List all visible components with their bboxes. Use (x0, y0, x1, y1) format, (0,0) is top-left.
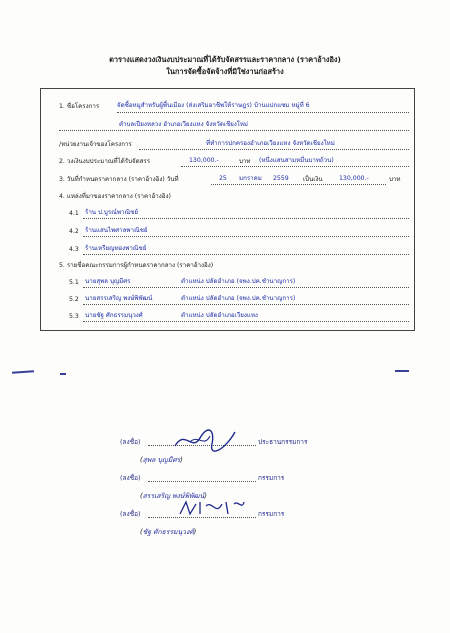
reference-date-label: 3. วันที่กำหนดราคากลาง (ราคาอ้างอิง) วันที่ (59, 176, 179, 183)
scan-mark (395, 370, 409, 372)
source-4-1-value: ร้าน ป.บูรณ์พาณิชย์ (85, 209, 138, 216)
price-source-label: 4. แหล่งที่มาของราคากลาง (ราคาอ้างอิง) (59, 193, 171, 200)
reference-month: มกราคม (239, 175, 262, 182)
budget-label: 2. วงเงินงบประมาณที่ได้รับจัดสรร (59, 158, 151, 165)
committee-5-1-number: 5.1 (69, 279, 79, 286)
signature-1-scribble (170, 424, 240, 454)
committee-5-3-line (83, 321, 409, 322)
project-location-line (59, 130, 409, 131)
project-location-value: ตำบลเปียงหลวง อำเภอเวียงแหง จังหวัดเชียงใหม่ (119, 121, 248, 128)
source-4-2-number: 4.2 (69, 228, 79, 235)
source-4-3-value: ร้านเหรียญทองพาณิชย์ (85, 245, 147, 252)
reference-day: 25 (219, 175, 227, 182)
reference-amount: 130,000.- (339, 175, 369, 182)
agency-value: ที่ทำการปกครองอำเภอเวียงแหง จังหวัดเชียงใหม่ (206, 140, 335, 147)
project-name-label: 1. ชื่อโครงการ (59, 103, 100, 110)
reference-date-line (211, 184, 386, 185)
source-4-1-line (83, 218, 409, 219)
signature-3-scribble (176, 498, 248, 520)
committee-5-2-number: 5.2 (69, 296, 79, 303)
source-4-3-line (83, 254, 409, 255)
signature-2-name: (สรรเสริญ พงษ์พิพัฒน์) (140, 492, 207, 500)
committee-5-3-name: นายชัฐ ศักธรรมนุวงศ์ (85, 312, 143, 319)
agency-label: /หน่วยงานเจ้าของโครงการ (59, 141, 132, 148)
details-box (40, 88, 415, 331)
scan-mark (12, 370, 34, 374)
source-4-2-line (83, 236, 409, 237)
reference-year: 2559 (273, 175, 289, 182)
budget-unit: บาท (239, 158, 251, 165)
signature-1-name: (สุพล บุญมีศร) (140, 456, 183, 464)
chairman-role: ประธานกรรมการ (258, 438, 308, 446)
member-1-role: กรรมการ (258, 474, 285, 482)
signature-3-label: (ลงชื่อ) (120, 510, 141, 518)
document-title: ตารางแสดงวงเงินงบประมาณที่ได้รับจัดสรรและราคากลาง (ราคาอ้างอิง) (109, 55, 341, 64)
committee-5-1-position: ตำแหน่ง ปลัดอำเภอ (จพง.ปค.ชำนาญการ) (181, 278, 296, 285)
budget-line (181, 166, 409, 167)
committee-5-2-position: ตำแหน่ง ปลัดอำเภอ (จพง.ปค.ชำนาญการ) (181, 295, 296, 302)
committee-label: 5. รายชื่อคณะกรรมการผู้กำหนดราคากลาง (ราคาอ้างอิง) (59, 262, 214, 269)
signature-2-label: (ลงชื่อ) (120, 474, 141, 482)
committee-5-2-line (83, 304, 409, 305)
signature-3-name: (ชัฐ ศักธรรมนุวงศ์) (140, 528, 197, 536)
scan-mark (60, 373, 66, 375)
document-subtitle: ในการจัดซื้อจัดจ้างที่มิใช่งานก่อสร้าง (166, 67, 284, 76)
committee-5-3-position: ตำแหน่ง ปลัดอำเภอเวียงแหง (181, 312, 258, 319)
source-4-1-number: 4.1 (69, 210, 79, 217)
signature-2-line (148, 481, 256, 482)
budget-value: 130,000.- (189, 157, 219, 164)
committee-5-2-name: นายสรรเสริญ พงษ์พิพัฒน์ (85, 295, 153, 302)
signature-1-label: (ลงชื่อ) (120, 438, 141, 446)
member-2-role: กรรมการ (258, 510, 285, 518)
source-4-3-number: 4.3 (69, 246, 79, 253)
project-name-value: จัดซื้อหมูสำหรับผู้พื้นเมือง (ส่งเสริมอาชีพให้ราษฎร) บ้านแปกแซม หมู่ที่ 6 (117, 102, 310, 109)
committee-5-1-name: นายสุพล บุญมีศร (85, 278, 131, 285)
committee-5-1-line (83, 287, 409, 288)
reference-amount-unit: บาท (389, 176, 401, 183)
committee-5-3-number: 5.3 (69, 313, 79, 320)
agency-line (139, 149, 409, 150)
project-name-line (117, 112, 409, 113)
reference-amount-label: เป็นเงิน (303, 176, 323, 183)
budget-words: (หนึ่งแสนสามหมื่นบาทถ้วน) (259, 157, 334, 164)
source-4-2-value: ร้านแสนไพศาลพาณิชย์ (85, 227, 148, 234)
